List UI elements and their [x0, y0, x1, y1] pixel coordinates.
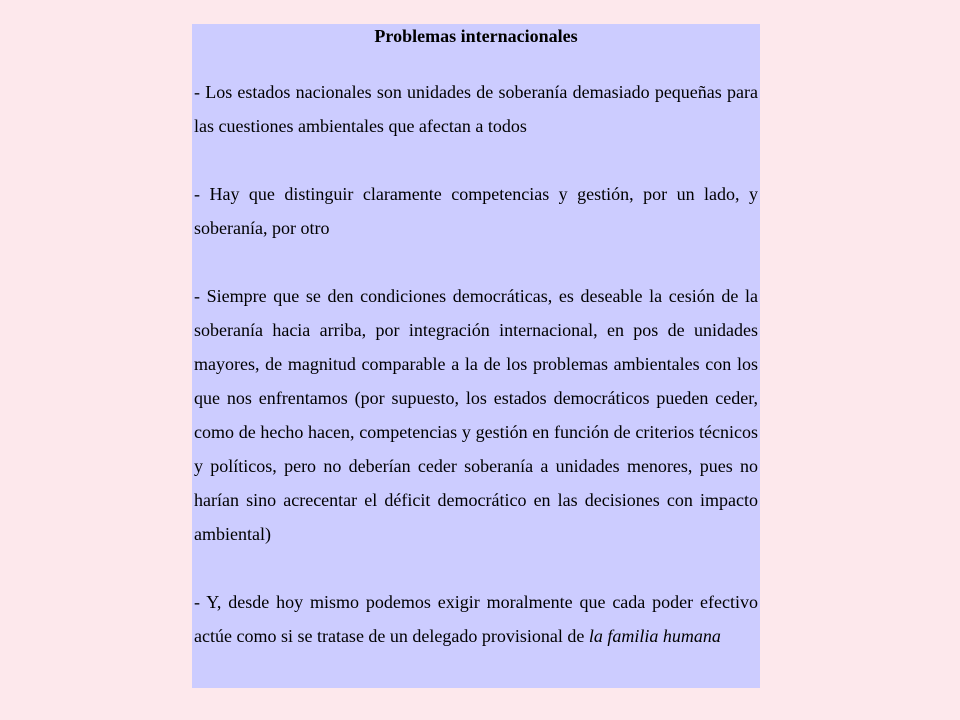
paragraph-4-emphasis: la familia humana — [588, 626, 721, 646]
paragraph-4 — [194, 585, 758, 653]
paragraph-1: - Los estados nacionales son unidades de soberanía demasiado pequeñas para las cuestiones ambientales que afectan a todos — [194, 82, 758, 136]
content-panel — [192, 24, 760, 688]
slide-title: Problemas internacionales — [374, 26, 578, 46]
paragraph-2: - Hay que distinguir claramente competencias y gestión, por un lado, y soberanía, por otro — [194, 184, 758, 238]
paragraph-4-text: - Y, desde hoy mismo podemos exigir moralmente que cada poder efectivo actúe como si se tratase de un delegado provisional de — [194, 592, 758, 646]
paragraph-3: - Siempre que se den condiciones democráticas, es deseable la cesión de la soberanía hacia arriba, por integración internacional, en pos de unidades mayores, de magnitud comparable a la de los problemas ambientales con los que nos enfrentamos (por supuesto, los estados democráticos pueden ceder, como de hecho hacen, competencias y gestión en función de criterios técnicos y políticos, pero no deberían ceder soberanía a unidades menores, pues no harían sino acrecentar el déficit democrático en las decisiones con impacto ambiental) — [194, 286, 758, 544]
